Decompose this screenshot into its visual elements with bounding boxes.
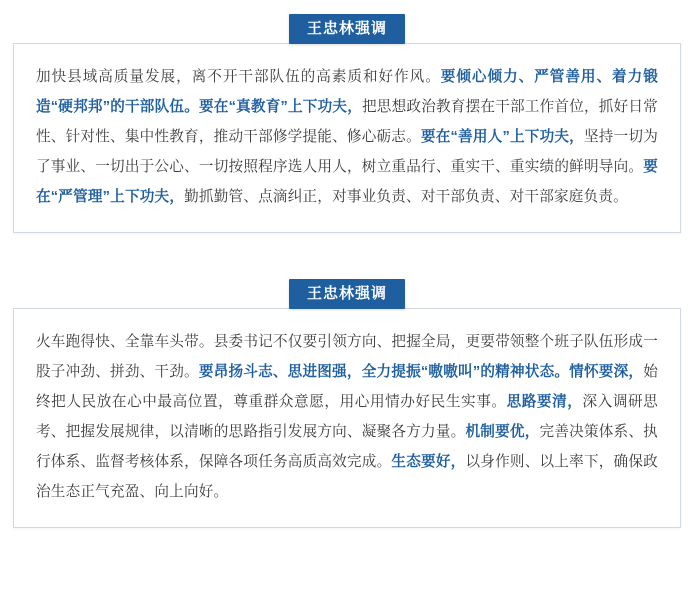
quote-block-1 <box>13 0 681 233</box>
body-run: 勤抓勤管、点滴纠正，对事业负责、对干部负责、对干部家庭负责。 <box>184 189 628 205</box>
quote-block-2 <box>13 233 681 528</box>
body-run: 深入调研思考、把握发展规律，以清晰的思路指引发展方向、凝聚各方力量。 <box>36 394 658 440</box>
badge-wrap-2 <box>13 279 681 309</box>
emphasis-run: 要在“严管理”上下功夫， <box>36 159 658 205</box>
quote-paragraph-2 <box>36 327 658 507</box>
body-run: 加快县域高质量发展，离不开干部队伍的高素质和好作风。 <box>36 69 441 85</box>
quote-card-1 <box>13 43 681 233</box>
emphasis-run: 机制要优， <box>465 424 540 440</box>
body-run: 火车跑得快、全靠车头带。县委书记不仅要引领方向、把握全局，更要带领整个班子队伍形成一股子冲劲、拼劲、干劲。 <box>36 334 658 380</box>
badge-wrap-1 <box>13 14 681 44</box>
body-run: 把思想政治教育摆在干部工作首位，抓好日常性、针对性、集中性教育，推动干部修学提能、修心砺志。 <box>36 99 658 145</box>
body-run: 以身作则、以上率下，确保政治生态正气充盈、向上向好。 <box>36 454 658 500</box>
emphasis-run: 生态要好， <box>391 454 466 470</box>
body-run: 完善决策体系、执行体系、监督考核体系，保障各项任务高质高效完成。 <box>36 424 658 470</box>
emphasis-run: 要在“善用人”上下功夫， <box>420 129 584 145</box>
quote-paragraph-1 <box>36 62 658 212</box>
emphasis-run: 要昂扬斗志、思进图强，全力提振“嗷嗷叫”的精神状态。情怀要深， <box>198 364 644 380</box>
body-run: 始终把人民放在心中最高位置，尊重群众意愿，用心用情办好民生实事。 <box>36 364 659 410</box>
quote-card-2 <box>13 308 681 528</box>
emphasis-run: 思路要清， <box>506 394 583 410</box>
section-badge-2: 王忠林强调 <box>289 279 405 309</box>
body-run: 坚持一切为了事业、一切出于公心、一切按照程序选人用人，树立重品行、重实干、重实绩的鲜明导向。 <box>36 129 658 175</box>
emphasis-run: 要倾心倾力、严管善用、着力锻造“硬邦邦”的干部队伍。要在“真教育”上下功夫， <box>36 69 658 115</box>
section-badge-1: 王忠林强调 <box>289 14 405 44</box>
